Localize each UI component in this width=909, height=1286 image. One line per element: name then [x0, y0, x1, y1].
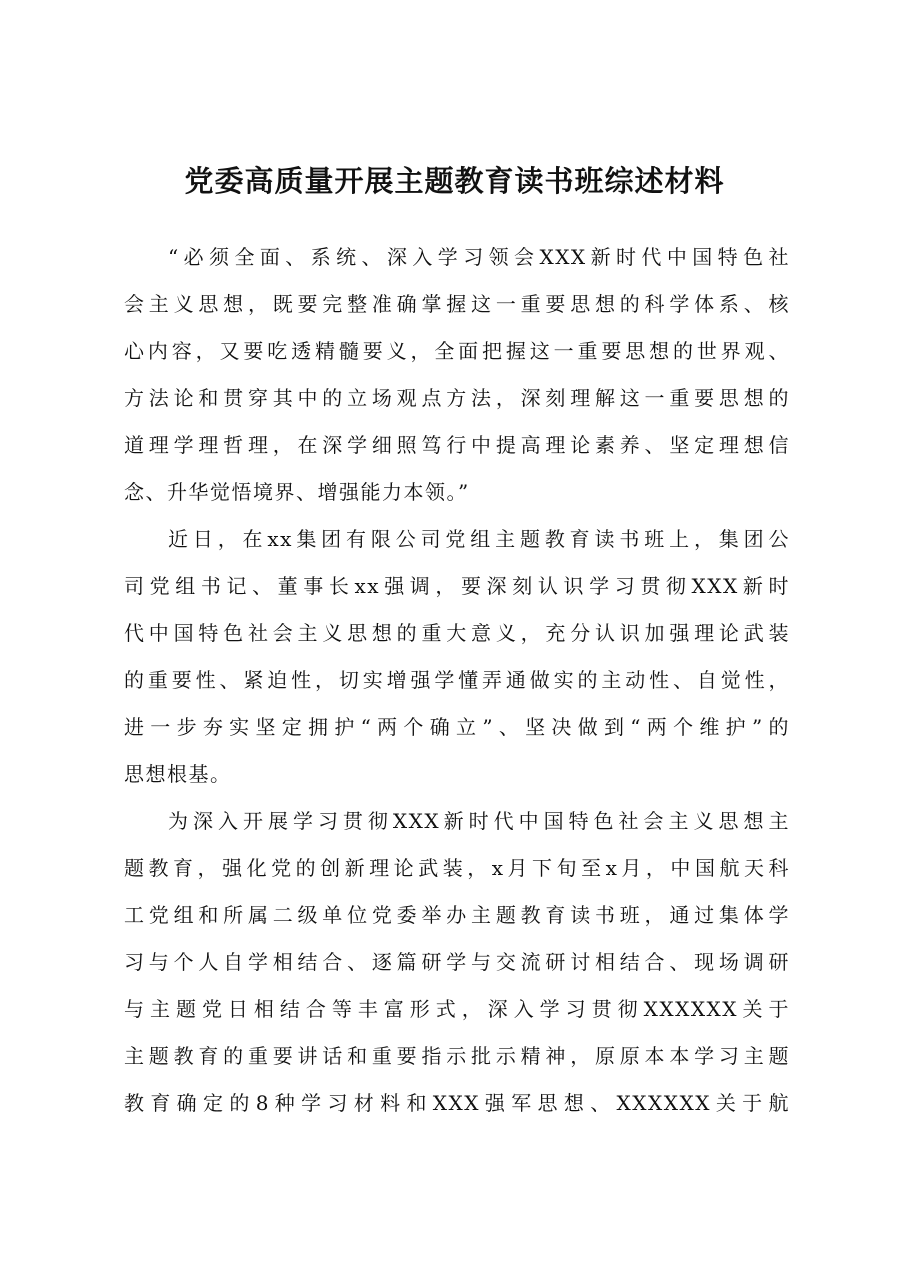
paragraph-3 [124, 798, 790, 1127]
document-title: 党委高质量开展主题教育读书班综述材料 [184, 164, 725, 198]
text-line: 与主题党日相结合等丰富形式，深入学习贯彻XXXXXX关于 [124, 997, 790, 1021]
text-line: 近日，在xx集团有限公司党组主题教育读书班上，集团公 [168, 527, 790, 551]
text-line: 工党组和所属二级单位党委举办主题教育读书班，通过集体学 [124, 903, 790, 927]
text-line: 心内容，又要吃透精髓要义，全面把握这一重要思想的世界观、 [124, 339, 790, 363]
text-line: 主题教育的重要讲话和重要指示批示精神，原原本本学习主题 [124, 1044, 790, 1068]
text-line: 思想根基。 [124, 762, 232, 786]
text-line: 习与个人自学相结合、逐篇研学与交流研讨相结合、现场调研 [124, 950, 790, 974]
text-line: 的重要性、紧迫性，切实增强学懂弄通做实的主动性、自觉性， [124, 668, 790, 692]
paragraph-1 [124, 234, 790, 516]
paragraph-2 [124, 516, 790, 798]
text-line: 为深入开展学习贯彻XXX新时代中国特色社会主义思想主 [168, 809, 790, 833]
text-line: 题教育，强化党的创新理论武装，x月下旬至x月，中国航天科 [124, 856, 790, 880]
text-line: 教育确定的8种学习材料和XXX强军思想、XXXXXX关于航 [124, 1091, 790, 1115]
text-line: “必须全面、系统、深入学习领会XXX新时代中国特色社 [168, 245, 790, 269]
text-line: 司党组书记、董事长xx强调，要深刻认识学习贯彻XXX新时 [124, 574, 790, 598]
text-line: 进一步夯实坚定拥护“两个确立”、坚决做到“两个维护”的 [124, 715, 790, 739]
text-line: 代中国特色社会主义思想的重大意义，充分认识加强理论武装 [124, 621, 790, 645]
text-line: 会主义思想，既要完整准确掌握这一重要思想的科学体系、核 [124, 292, 790, 316]
text-line: 道理学理哲理，在深学细照笃行中提高理论素养、坚定理想信 [124, 433, 790, 457]
document-body [124, 234, 790, 1127]
text-line: 念、升华觉悟境界、增强能力本领。” [124, 480, 470, 504]
text-line: 方法论和贯穿其中的立场观点方法，深刻理解这一重要思想的 [124, 386, 790, 410]
